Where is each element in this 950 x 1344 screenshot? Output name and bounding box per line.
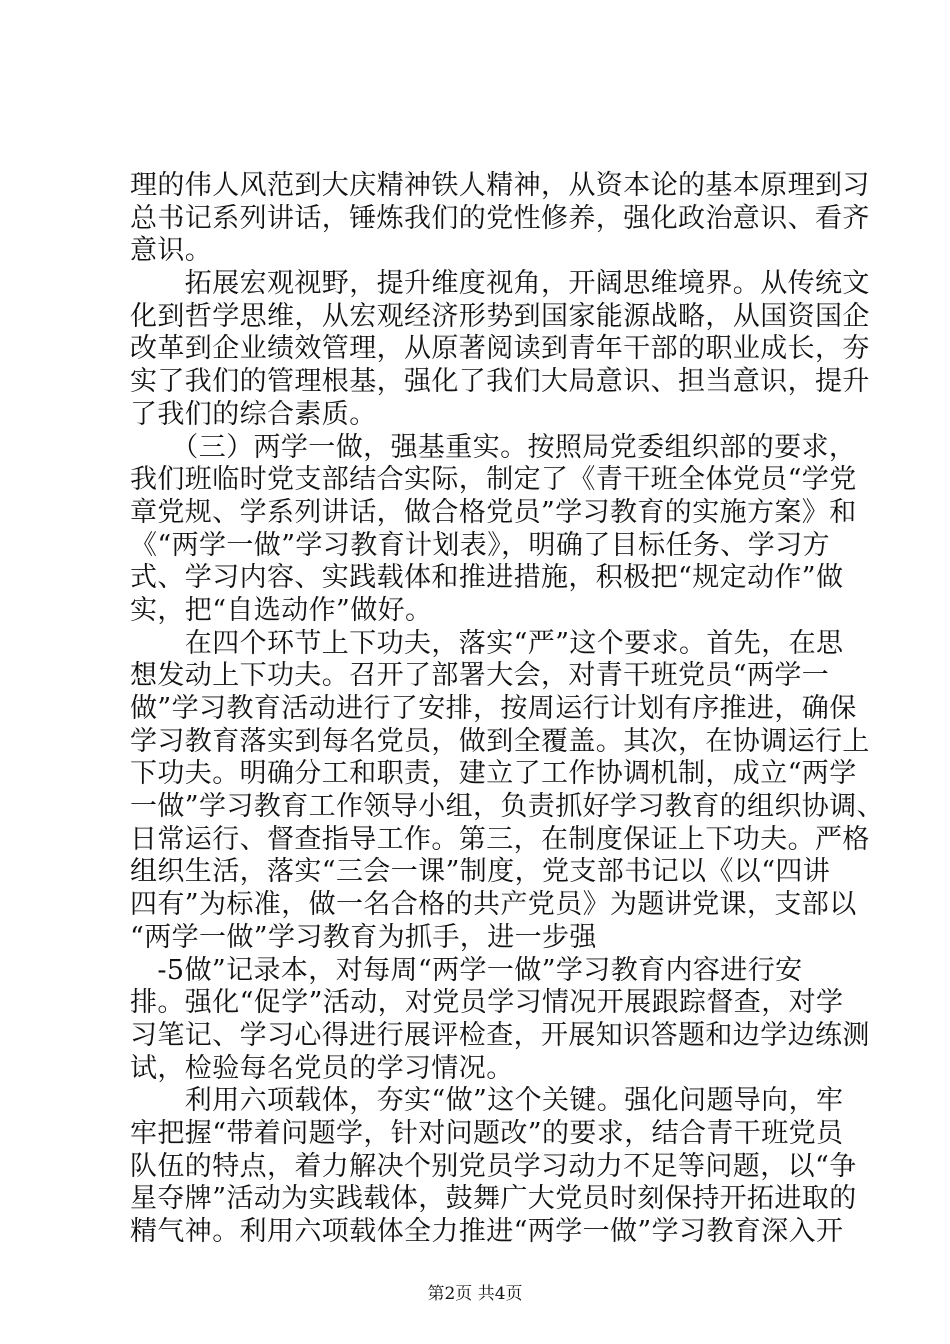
- text-line: （三）两学一做，强基重实。按照局党委组织部的要求，: [130, 431, 857, 463]
- text-line: 在四个环节上下功夫，落实“严”这个要求。首先，在思: [130, 627, 844, 659]
- text-line: -5做”记录本，对每周“两学一做”学习教育内容进行安: [130, 954, 803, 986]
- text-line: 利用六项载体，夯实“做”这个关键。强化问题导向，牢: [130, 1085, 844, 1117]
- text-line: 试，检验每名党员的学习情况。: [130, 1052, 514, 1084]
- text-line: 星夺牌”活动为实践载体，鼓舞广大党员时刻保持开拓进取的: [130, 1183, 857, 1215]
- text-line: 四有”为标准，做一名合格的共产党员》为题讲党课，支部以: [130, 889, 857, 921]
- text-line: 拓展宏观视野，提升维度视角，开阔思维境界。从传统文: [130, 268, 870, 300]
- text-line: 《“两学一做”学习教育计划表》，明确了目标任务、学习方: [130, 529, 830, 561]
- text-line: “两学一做”学习教育为抓手，进一步强: [130, 921, 597, 953]
- text-line: 排。强化“促学”活动，对党员学习情况开展跟踪督查，对学: [130, 987, 844, 1019]
- text-line: 牢把握“带着问题学，针对问题改”的要求，结合青干班党员: [130, 1117, 844, 1149]
- body-text: [130, 170, 885, 1249]
- text-line: 精气神。利用六项载体全力推进“两学一做”学习教育深入开: [130, 1216, 844, 1247]
- text-line: 队伍的特点，着力解决个别党员学习动力不足等问题，以“争: [130, 1150, 857, 1182]
- text-line: 实了我们的管理根基，强化了我们大局意识、担当意识，提升: [130, 366, 870, 398]
- text-line: 学习教育落实到每名党员，做到全覆盖。其次，在协调运行上: [130, 725, 870, 757]
- text-line: 做”学习教育活动进行了安排，按周运行计划有序推进，确保: [130, 693, 857, 724]
- text-line: 总书记系列讲话，锤炼我们的党性修养，强化政治意识、看齐: [130, 202, 870, 234]
- text-line: 日常运行、督查指导工作。第三，在制度保证上下功夫。严格: [130, 823, 870, 855]
- text-line: 下功夫。明确分工和职责，建立了工作协调机制，成立“两学: [130, 758, 857, 790]
- text-line: 式、学习内容、实践载体和推进措施，积极把“规定动作”做: [130, 562, 844, 594]
- text-line: 习笔记、学习心得进行展评检查，开展知识答题和边学边练测: [130, 1019, 870, 1051]
- text-line: 意识。: [130, 235, 213, 267]
- text-line: 化到哲学思维，从宏观经济形势到国家能源战略，从国资国企: [130, 300, 870, 332]
- text-line: 理的伟人风范到大庆精神铁人精神，从资本论的基本原理到习: [130, 170, 870, 201]
- text-line: 实，把“自选动作”做好。: [130, 594, 433, 626]
- text-line: 想发动上下功夫。召开了部署大会，对青干班党员“两学一: [130, 660, 830, 692]
- text-line: 我们班临时党支部结合实际，制定了《青干班全体党员“学党: [130, 464, 857, 496]
- page-number-footer: 第2页 共4页: [427, 1284, 523, 1304]
- text-line: 一做”学习教育工作领导小组，负责抓好学习教育的组织协调、: [130, 791, 885, 823]
- text-line: 了我们的综合素质。: [130, 398, 377, 430]
- text-line: 组织生活，落实“三会一课”制度，党支部书记以《以“四讲: [130, 856, 831, 888]
- text-line: 章党规、学系列讲话，做合格党员”学习教育的实施方案》和: [130, 496, 857, 528]
- text-line: 改革到企业绩效管理，从原著阅读到青年干部的职业成长，夯: [130, 333, 870, 365]
